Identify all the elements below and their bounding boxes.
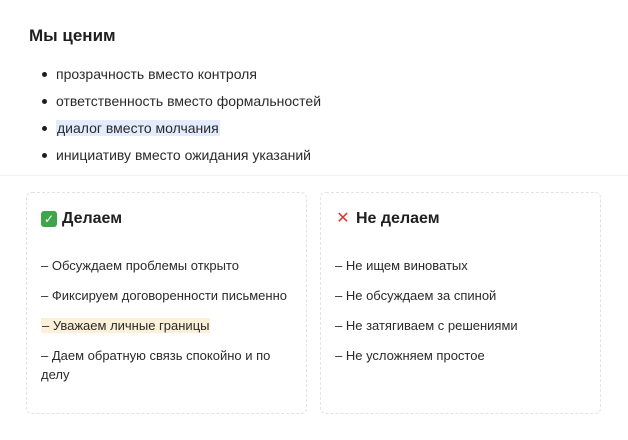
- dont-card-header: [335, 208, 440, 230]
- values-item-text: инициативу вместо ожидания указаний: [56, 147, 311, 163]
- dont-card-list: [335, 256, 593, 376]
- do-card-list: [41, 256, 299, 395]
- values-item-text: прозрачность вместо контроля: [56, 66, 257, 82]
- values-item-text: ответственность вместо формальностей: [56, 93, 322, 109]
- dont-card: [320, 192, 601, 414]
- do-card-item: – Фиксируем договоренности письменно: [41, 288, 287, 303]
- do-card-item-text-highlighted: – Уважаем личные границы: [42, 318, 210, 333]
- values-item-text-highlighted: диалог вместо молчания: [57, 120, 219, 136]
- do-card-item: [41, 316, 299, 335]
- dont-card-item: – Не обсуждаем за спиной: [335, 288, 497, 303]
- dont-card-item: – Не затягиваем с решениями: [335, 318, 518, 333]
- values-item: [42, 64, 321, 91]
- values-list: [42, 64, 321, 172]
- values-item: [42, 91, 321, 118]
- values-item: [42, 118, 321, 145]
- check-mark-icon: ✓: [41, 211, 57, 227]
- do-card-item: – Обсуждаем проблемы открыто: [41, 258, 239, 273]
- dont-card-item: – Не усложняем простое: [335, 348, 485, 363]
- do-card-title: Делаем: [62, 210, 123, 227]
- dont-card-title: Не делаем: [356, 210, 440, 227]
- values-section: [0, 0, 628, 176]
- values-title: Мы ценим: [29, 26, 116, 45]
- do-card-header: [41, 208, 122, 230]
- values-item: [42, 145, 321, 172]
- do-card-item: – Даем обратную связь спокойно и по делу: [41, 348, 271, 382]
- do-card: [26, 192, 307, 414]
- dont-card-item: – Не ищем виноватых: [335, 258, 468, 273]
- cross-mark-icon: ✕: [336, 210, 350, 227]
